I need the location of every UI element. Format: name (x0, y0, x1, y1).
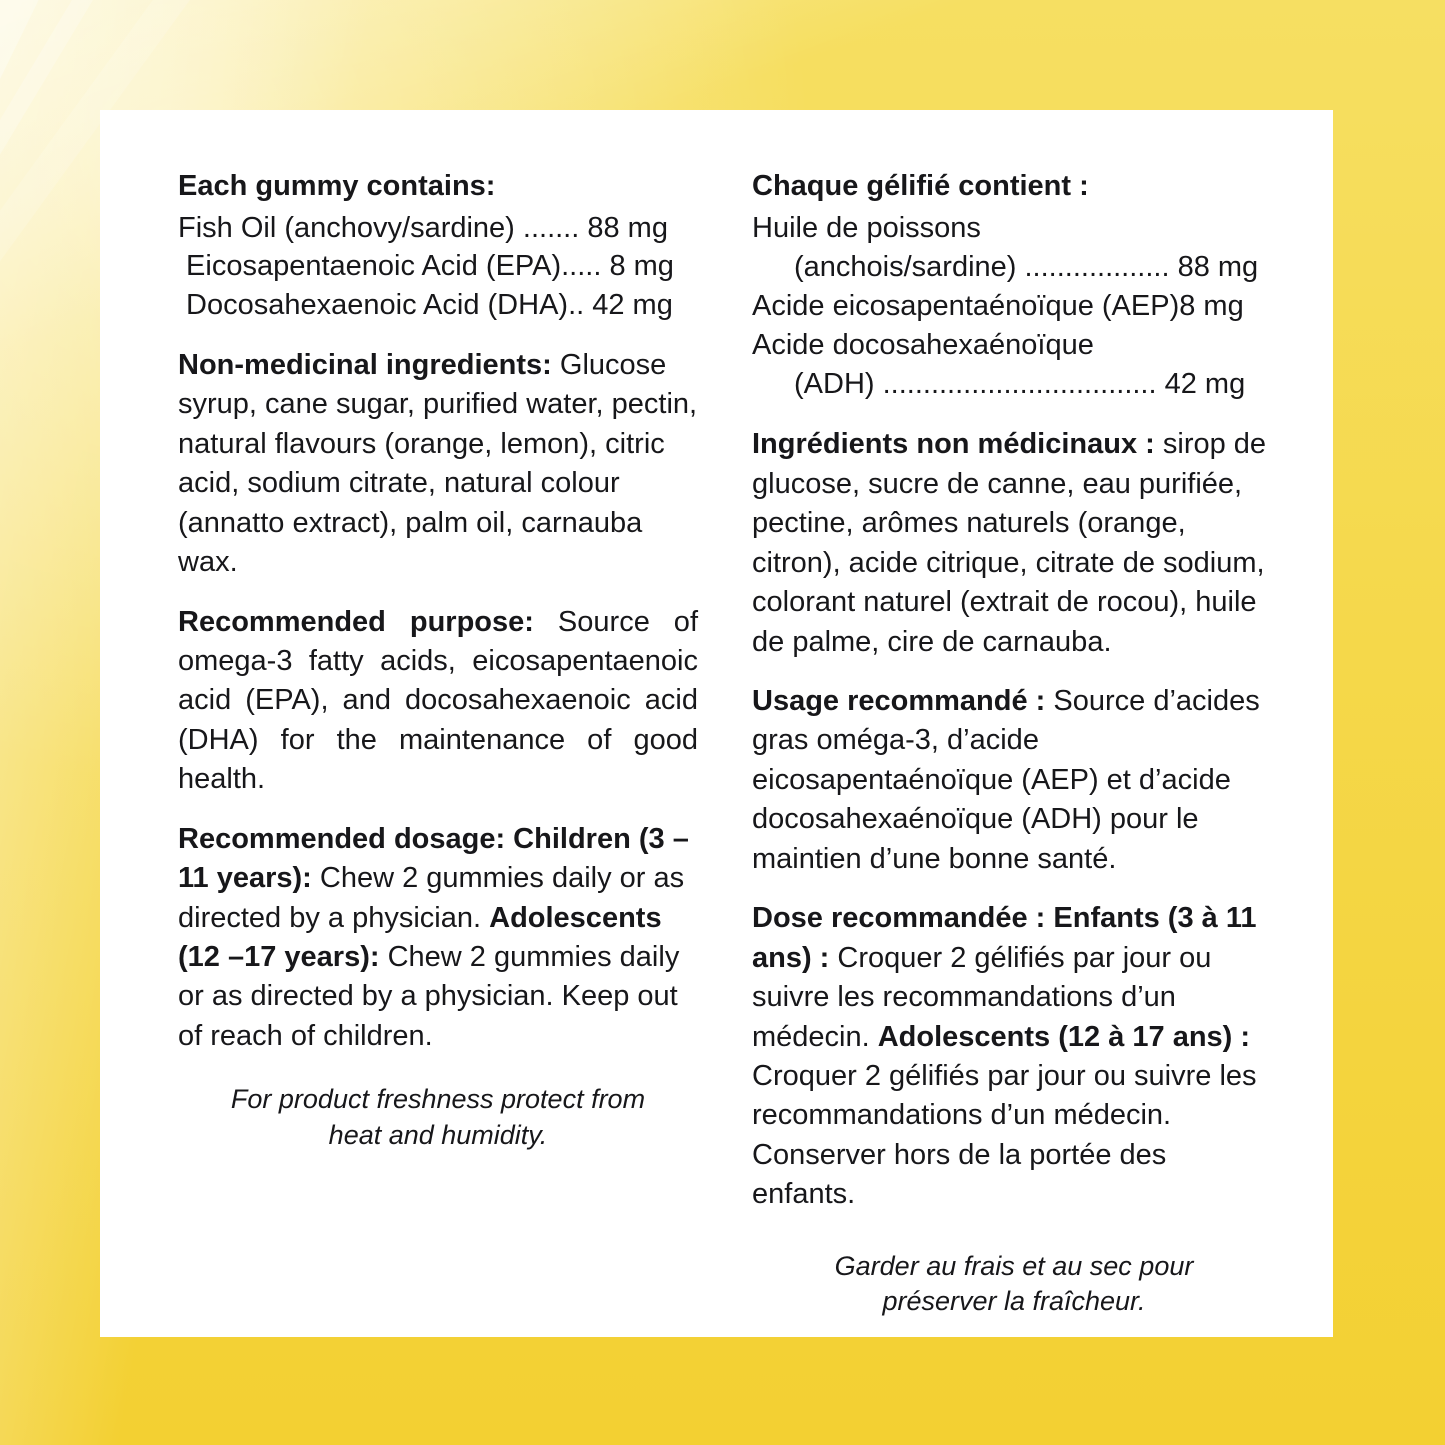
french-ingredient-line: Huile de poissons (752, 212, 981, 245)
french-ingredient-line: (ADH) .................................. 42 mg (794, 367, 1246, 400)
french-non-medicinal-label: Ingrédients non médicinaux : (752, 428, 1155, 461)
french-dosage-label-adolescents: Adolescents (12 à 17 ans) : (877, 1020, 1251, 1053)
english-purpose-text: Source of omega-3 fatty acids, eicosapentaenoic acid (EPA), and docosahexaenoic acid (DHA) for the maintenance of good health. (178, 605, 698, 796)
french-purpose-label: Usage recommandé : (752, 685, 1046, 718)
french-ingredient-line: (anchois/sardine) .................. 88 mg (794, 250, 1259, 283)
english-non-medicinal-ingredients (178, 346, 698, 583)
english-non-medicinal-label: Non-medicinal ingredients: (178, 348, 552, 381)
english-dosage-label: Recommended dosage: Children (3 –11 years): (178, 822, 689, 895)
french-dosage-text: Croquer 2 gélifiés par jour ou suivre les recommandations d’un médecin. (752, 941, 1212, 1053)
english-ingredient-line: Fish Oil (anchovy/sardine) ....... 88 mg (178, 212, 668, 245)
english-dosage-text-adolescents: Chew 2 gummies daily or as directed by a physician. Keep out of reach of children. (178, 941, 680, 1052)
english-contains-heading: Each gummy contains: (178, 170, 496, 202)
french-column (752, 168, 1276, 1317)
english-recommended-purpose (178, 603, 698, 800)
english-dosage-text: Chew 2 gummies daily or as directed by a physician. (178, 862, 685, 934)
french-recommended-purpose (752, 682, 1276, 879)
french-supplement-facts (752, 168, 1276, 403)
french-purpose-text: Source d’acides gras oméga-3, d’acide eicosapentaénoïque (AEP) et d’acide docosahexaénoïque (ADH) pour le maintien d’une bonne santé. (752, 685, 1260, 875)
french-recommended-dosage (752, 899, 1276, 1215)
french-non-medicinal-text: sirop de glucose, sucre de canne, eau purifiée, pectine, arômes naturels (orange, citron), acide citrique, citrate de sodium, colorant naturel (extrait de rocou), huile de palme, cire de carnauba. (752, 428, 1267, 658)
french-freshness-note: Garder au frais et au sec pour préserver la fraîcheur. (834, 1250, 1194, 1317)
label-card (100, 110, 1333, 1337)
sunburst-ray-icon (0, 0, 57, 520)
english-non-medicinal-text: Glucose syrup, cane sugar, purified water, pectin, natural flavours (orange, lemon), citric acid, sodium citrate, natural colour (annatto extract), palm oil, carnauba wax. (178, 348, 698, 579)
english-dosage-label-adolescents: Adolescents (12 –17 years): (178, 901, 662, 974)
french-non-medicinal-ingredients (752, 425, 1276, 662)
english-ingredient-line: Docosahexaenoic Acid (DHA).. 42 mg (178, 288, 673, 321)
english-freshness-note: For product freshness protect from heat and humidity. (230, 1084, 646, 1150)
english-purpose-label: Recommended purpose: (178, 605, 534, 638)
english-supplement-facts (178, 168, 698, 324)
french-ingredient-line: Acide eicosapentaénoïque (AEP)8 mg (752, 289, 1244, 322)
english-column (178, 168, 698, 1297)
french-ingredient-line: Acide docosahexaénoïque (752, 328, 1094, 361)
french-dosage-text-adolescents: Croquer 2 gélifiés par jour ou suivre les recommandations d’un médecin. Conserver hors de la portée des enfants. (752, 1059, 1257, 1211)
french-contains-heading: Chaque gélifié contient : (752, 170, 1089, 202)
french-dosage-label: Dose recommandée : Enfants (3 à 11 ans) : (752, 902, 1257, 974)
english-ingredient-line: Eicosapentaenoic Acid (EPA)..... 8 mg (178, 250, 674, 283)
english-recommended-dosage (178, 820, 698, 1057)
